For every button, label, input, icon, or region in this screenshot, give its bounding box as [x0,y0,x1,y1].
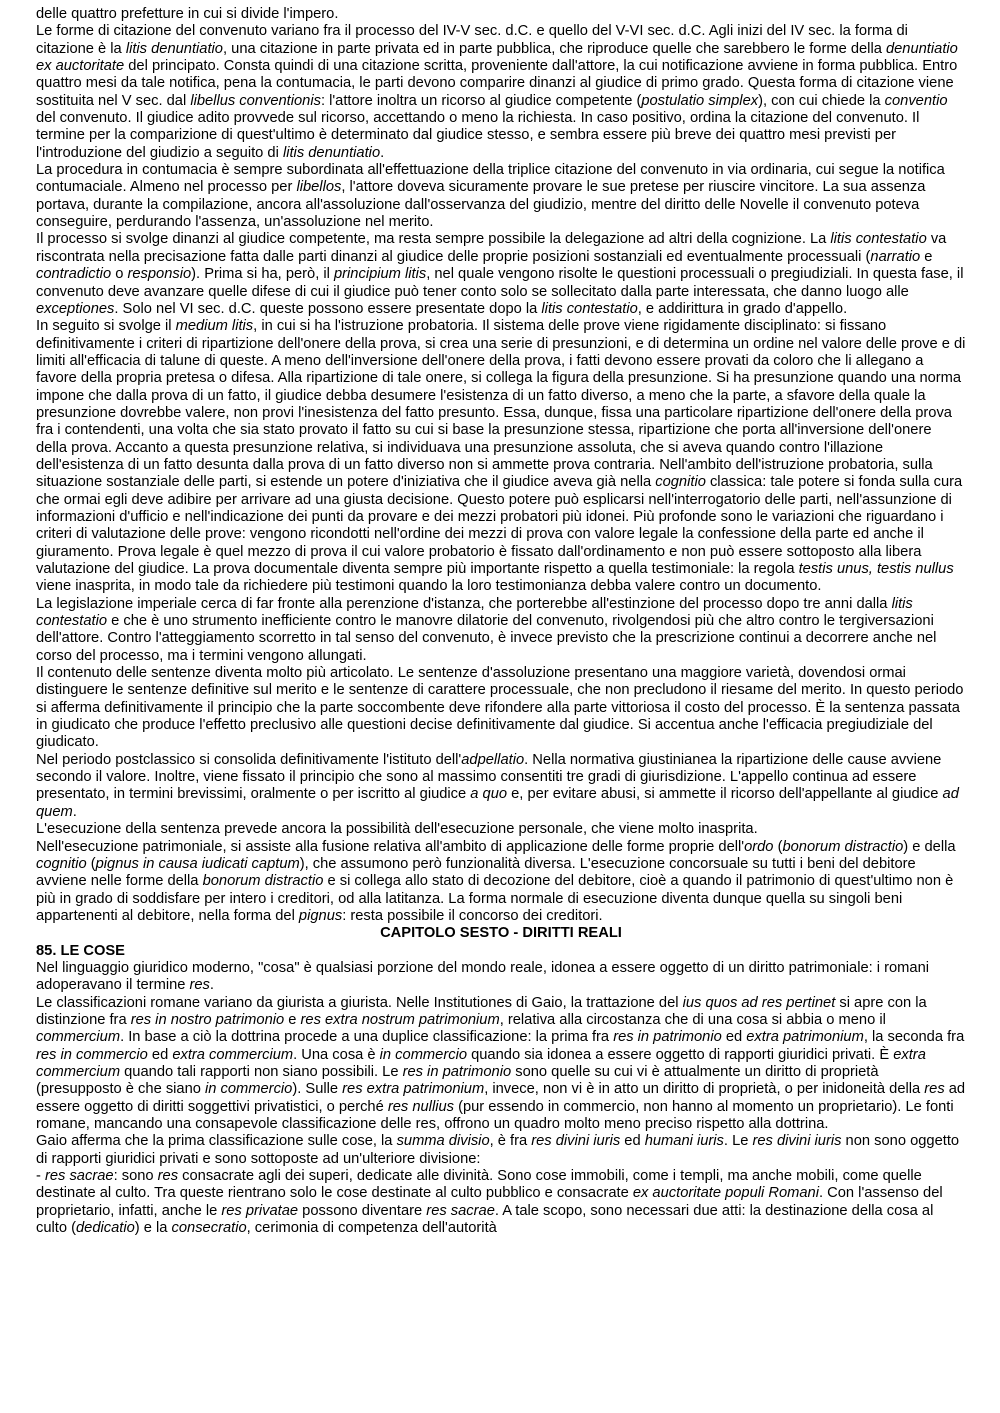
text-run: quando sia idonea a essere oggetto di rapporti giuridici privati. È [467,1046,894,1063]
text-run: - [36,1168,45,1185]
italic-term: litis contestatio [830,231,927,248]
italic-term: res extra patrimonium [342,1081,485,1098]
text-run: , una citazione in parte privata ed in parte pubblica, che riproduce quelle che sarebbero le forme della [222,40,886,57]
text-run: viene inasprita, in modo tale da richiedere più testimoni quando la loro testimonianza debba valere contro un documento. [36,578,822,595]
paragraph [36,1133,966,1168]
paragraph [36,960,966,995]
italic-term: libellus conventionis [190,92,321,109]
italic-term: dedicatio [76,1220,135,1237]
italic-term: res privatae [221,1202,299,1219]
text-run: ) e della [903,838,956,855]
italic-term: extra commercium [36,1046,926,1080]
italic-term: medium litis [175,318,254,335]
text-run: , la seconda fra [863,1029,965,1046]
italic-term: responsio [127,266,192,283]
paragraph [36,821,966,838]
text-run: L'esecuzione della sentenza prevede ancora la possibilità dell'esecuzione personale, che viene molto inasprita. [36,821,758,838]
body-text [36,6,966,925]
text-run: . Con l'assenso del proprietario, infatti, anche le [36,1185,943,1219]
text-run: quando tali rapporti non siano possibili. Le [120,1063,403,1080]
italic-term: res [924,1081,945,1098]
italic-term: res [189,977,210,994]
paragraph [36,665,966,752]
italic-term: postulatio simplex [641,92,759,109]
text-run: , l'attore doveva sicuramente provare le sue pretese per riuscire vincitore. La sua assenza portava, durante la compilazione, ancora all'assoluzione dall'osservanza del giudizio, mentre del diritto delle Novelle il convenuto poteva conseguire, perdurando l'assenza, un'assoluzione nel merito. [36,179,926,231]
chapter-heading: CAPITOLO SESTO - DIRITTI REALI [380,925,622,942]
italic-term: extra patrimonium [746,1029,864,1046]
italic-term: exceptiones [36,300,115,317]
text-run: . A tale scopo, sono necessari due atti: la destinazione della cosa al culto ( [36,1202,934,1237]
text-run: ) e la [134,1220,172,1237]
text-run: ), con cui chiede la [758,92,885,109]
text-run: Nell'esecuzione patrimoniale, si assiste alla fusione relativa all'ambito di applicazione delle forme proprie dell' [36,838,745,855]
paragraph [36,6,966,23]
text-run: Nel periodo postclassico si consolida definitivamente l'istituto dell' [36,751,462,768]
text-run: possono diventare [298,1202,427,1219]
italic-term: litis contestatio [541,300,638,317]
paragraph [36,23,966,162]
text-run: . Solo nel VI sec. d.C. queste possono essere presentate dopo la [114,300,542,317]
italic-term: libellos [296,179,342,196]
italic-term: conventio [884,92,948,109]
text-run: ), che assumono però funzionalità diversa. L'esecuzione concorsuale su tutti i beni del debitore avviene nelle forme della [36,855,916,890]
text-run: ad essere oggetto di diritti soggettivi privatistici, o perché [36,1081,966,1115]
text-run: classica: tale potere si fonda sulla cura che ormai egli deve adibire per arrivare ad una giusta decisione. Questo potere può esplicarsi nell'interrogatorio delle parti, nell'assunzione di informazioni d'ufficio e nell'indicazione dei punti da provare e dei mezzi probatori più idonei. Più profonde sono le variazioni che riguardano i criteri di valutazione delle prove: vengono ricondotti nell'ordine dei mezzi di prova con valore legale la confessione della parte ed anche il giuramento. Prova legale è quel mezzo di prova il cui valore probatorio è fissato dall'ordinamento e non può essere sottoposto alla libera valutazione del giudice. La prova documentale diventa sempre più importante rispetto a quella testimoniale: la regola [36,474,963,577]
italic-term: summa divisio [396,1133,490,1150]
paragraph [36,162,966,231]
text-run: ). Prima si ha, però, il [191,266,334,283]
text-run: non sono oggetto di rapporti giuridici privati e sono sottoposte ad un'ulteriore divisione: [36,1133,960,1167]
text-run: La procedura in contumacia è sempre subordinata all'effettuazione della triplice citazione del convenuto in via ordinaria, cui segue la notifica contumaciale. Almeno nel processo per [36,162,945,196]
italic-term: testis unus, testis nullus [798,561,954,577]
text-run: : l'attore inoltra un ricorso al giudice competente ( [320,92,642,109]
italic-term: humani iuris [644,1133,724,1150]
text-run: e si collega allo stato di decozione del debitore, cioè a quando il patrimonio di quest'ultimo non è più in grado di soddisfare per intero i creditori, od alla latitanza. La forma normale di esecuzione diventa dunque quella su singoli beni appartenenti al debitore, nella forma del [36,873,954,924]
italic-term: in commercio [205,1081,293,1098]
italic-term: bonorum distractio [202,873,324,890]
text-run: Il processo si svolge dinanzi al giudice competente, ma resta sempre possibile la delegazione ad altri della cognizione. La [36,231,831,248]
text-run: . Una cosa è [293,1046,380,1063]
italic-term: cognitio [36,855,87,872]
text-run: La legislazione imperiale cerca di far fronte alla perenzione d'istanza, che porterebbe all'estinzione del processo dopo tre anni dalla [36,595,892,612]
italic-term: res in nostro patrimonio [130,1011,285,1028]
text-run: (pur essendo in commercio, non hanno al momento un proprietario). Le fonti romane, mancando una consapevole classificazione delle res, offrono un quadro molto meno preciso rispetto alla dottrina. [36,1098,954,1132]
italic-term: res sacrae [44,1168,114,1185]
italic-term: ad quem [36,786,959,820]
italic-term: a quo [470,786,508,803]
paragraph [36,995,966,1134]
text-run: , è fra [489,1133,532,1150]
italic-term: res in patrimonio [402,1063,512,1080]
paragraph [36,231,966,318]
italic-term: res extra nostrum patrimonium [300,1011,500,1028]
section-heading: 85. LE COSE [36,942,125,959]
text-run: consacrate agli dei superi, dedicate alle divinità. Sono cose immobili, come i templi, ma anche mobili, come quelle destinate al culto. Tra queste rientrano solo le cose destinate al culto pubblico e consacrate [36,1168,922,1202]
text-run: . Nella normativa giustinianea la ripartizione delle cause avviene secondo il valore. Inoltre, viene fissato il principio che sono al massimo consentiti tre gradi di giurisdizione. L'appello continua ad essere presentato, in termini brevissimi, oralmente o per iscritto al giudice [36,751,942,803]
paragraph [36,318,966,596]
text-run: : sono [113,1168,158,1185]
text-run: , cerimonia di competenza dell'autorità [246,1220,497,1237]
paragraph [36,752,966,821]
text-run: e [284,1011,301,1028]
italic-term: res sacrae [426,1202,495,1219]
text-run: ( [86,855,96,872]
italic-term: pignus [298,907,343,924]
text-run: In seguito si svolge il [36,318,176,335]
italic-term: bonorum distractio [782,838,904,855]
text-run: ). Sulle [292,1081,343,1098]
text-run: Il contenuto delle sentenze diventa molto più articolato. Le sentenze d'assoluzione presentano una maggiore varietà, dovendosi ormai distinguere le sentenze definitive sul merito e le sentenze di carattere processuale, che non precludono il riesame del merito. In questo periodo si afferma definitivamente il principio che la parte soccombente deve rifondere alla parte vittoriosa il costo del processo. È la sentenza passata in giudicato che produce l'effetto preclusivo alle questioni decise definitivamente dal giudice. Si accentua anche l'efficacia pregiudiziale del giudicato. [36,665,964,751]
text-run: , relativa alla circostanza che di una cosa si abbia o meno il [499,1011,886,1028]
text-run: Le classificazioni romane variano da giurista a giurista. Nelle Institutiones di Gaio, la trattazione del [36,994,683,1011]
italic-term: res [157,1168,179,1185]
text-run: e che è uno strumento inefficiente contro le manovre dilatorie del convenuto, rivolgendosi più che altro contro le tergiversazioni dell'attore. Contro l'atteggiamento scorretto in tal senso del convenuto, è invece previsto che la prescrizione continui a decorrere anche nel corso del processo, ma i termini vengono allungati. [36,613,937,664]
italic-term: narratio [870,248,921,265]
italic-term: commercium [36,1029,121,1046]
italic-term: consecratio [171,1220,247,1237]
italic-term: res nullius [387,1098,454,1115]
italic-term: ex auctoritate populi Romani [632,1185,819,1202]
paragraph [36,596,966,665]
text-run: , nel quale vengono risolte le questioni processuali o pregiudiziali. In questa fase, il convenuto deve avanzare quelle difese di cui il giudice può tener conto solo se sollecitato dalla parte interessata, che danno luogo alle [36,266,964,300]
italic-term: litis denuntiatio [282,144,381,161]
text-run: ed [721,1029,747,1046]
italic-term: res in commercio [36,1046,148,1063]
body-text-section [36,960,966,1238]
text-run: e [920,248,933,265]
text-run: ed [620,1133,645,1150]
italic-term: litis contestatio [36,595,913,630]
text-run: , e addirittura in grado d'appello. [637,300,848,317]
italic-term: adpellatio [461,751,525,768]
italic-term: cognitio [655,474,706,491]
italic-term: pignus in causa iudicati captum [95,855,300,872]
text-run: Gaio afferma che la prima classificazione sulle cose, la [36,1133,397,1150]
text-run: : resta possibile il concorso dei creditori. [342,907,603,924]
italic-term: principium litis [333,266,427,283]
text-run: ( [773,838,783,855]
text-run: , invece, non vi è in atto un diritto di proprietà, o per inidoneità della [484,1081,925,1098]
text-run: . [209,977,214,994]
italic-term: res divini iuris [752,1133,842,1150]
text-run: delle quattro prefetture in cui si divide l'impero. [36,6,339,22]
text-run: . [72,803,77,820]
paragraph [36,1168,966,1237]
italic-term: res in patrimonio [613,1029,722,1046]
text-run: Le forme di citazione del convenuto variano fra il processo del IV-V sec. d.C. e quello del V-VI sec. d.C. Agli inizi del IV sec. la forma di citazione è la [36,23,908,57]
text-run: e, per evitare abusi, si ammette il ricorso dell'appellante al giudice [507,786,943,803]
paragraph [36,839,966,926]
italic-term: ordo [744,838,774,855]
text-run: del principato. Consta quindi di una citazione scritta, proveniente dall'attore, la cui notificazione avviene in forma pubblica. Entro quattro mesi da tale notifica, pena la contumacia, le parti devono comparire dinanzi al giudice di primo grado. Questa forma di citazione viene sostituita nel V sec. dal [36,58,958,109]
text-run: Nel linguaggio giuridico moderno, "cosa" è qualsiasi porzione del mondo reale, idonea a essere oggetto di un diritto patrimoniale: i romani adoperavano il termine [36,959,930,994]
italic-term: in commercio [379,1046,468,1063]
text-run: o [111,266,128,283]
text-run: . In base a ciò la dottrina procede a una duplice classificazione: la prima fra [120,1029,614,1046]
text-run: ed [147,1046,173,1063]
text-run: si apre con la distinzione fra [36,994,927,1028]
italic-term: extra commercium [172,1046,294,1063]
italic-term: denuntiatio ex auctoritate [36,40,958,75]
text-run: , in cui si ha l'istruzione probatoria. Il sistema delle prove viene rigidamente disciplinato: si fissano definitivamente i criteri di ripartizione dell'onere della prova, si crea una serie di presunzioni, e di determina un ordine nel valore delle prove e di limiti all'efficacia di talune di queste. A meno dell'inversione dell'onere della prova, i fatti devono essere provati da coloro che li allegano a favore della propria pretesa o difesa. Alla ripartizione di tale onere, si collega la figura della presunzione. Si ha presunzione quando una norma impone che dalla prova di un fatto, il giudice debba desumere l'esistenza di un fatto diverso, a meno che la parte, a sfavore della quale la presunzione dovrebbe valere, non provi l'inesistenza del fatto presunto. Essa, dunque, fissa una particolare ripartizione dell'onere della prova fra i contendenti, una volta che sia stato provato il fatto su cui si base la presunzione stessa, ripartizione che porta all'inversione dell'onere della prova. Accanto a questa presunzione relativa, si individuava una presunzione assoluta, che si aveva quando contro l'illazione dell'esistenza di un fatto desunta dalla prova di un fatto diverso non si ammette prova contraria. Nell'ambito dell'istruzione probatoria, sulla situazione sostanziale delle parti, si estende un potere d'iniziativa che il giudice aveva già nella [36,318,966,491]
text-run: . [380,144,385,161]
text-run: del convenuto. Il giudice adito provvede sul ricorso, accettando o meno la richiesta. In caso positivo, ordina la citazione del convenuto. Il termine per la comparizione di quest'ultimo è determinato dal giudice stesso, e sembra essere più breve dei quattro mesi previsti per l'introduzione del giudizio a seguito di [36,110,920,161]
text-run: sono quelle su cui vi è attualmente un diritto di proprietà (presupposto è che siano [36,1063,879,1098]
text-run: va riscontrata nella precisazione fatta dalle parti dinanzi al giudice delle proprie posizioni sostanziali ed eventualmente processuali ( [36,231,947,265]
text-run: . Le [723,1133,753,1150]
italic-term: litis denuntiatio [125,40,223,57]
italic-term: ius quos ad res pertinet [682,994,836,1011]
italic-term: res divini iuris [531,1133,621,1150]
italic-term: contradictio [36,266,112,283]
